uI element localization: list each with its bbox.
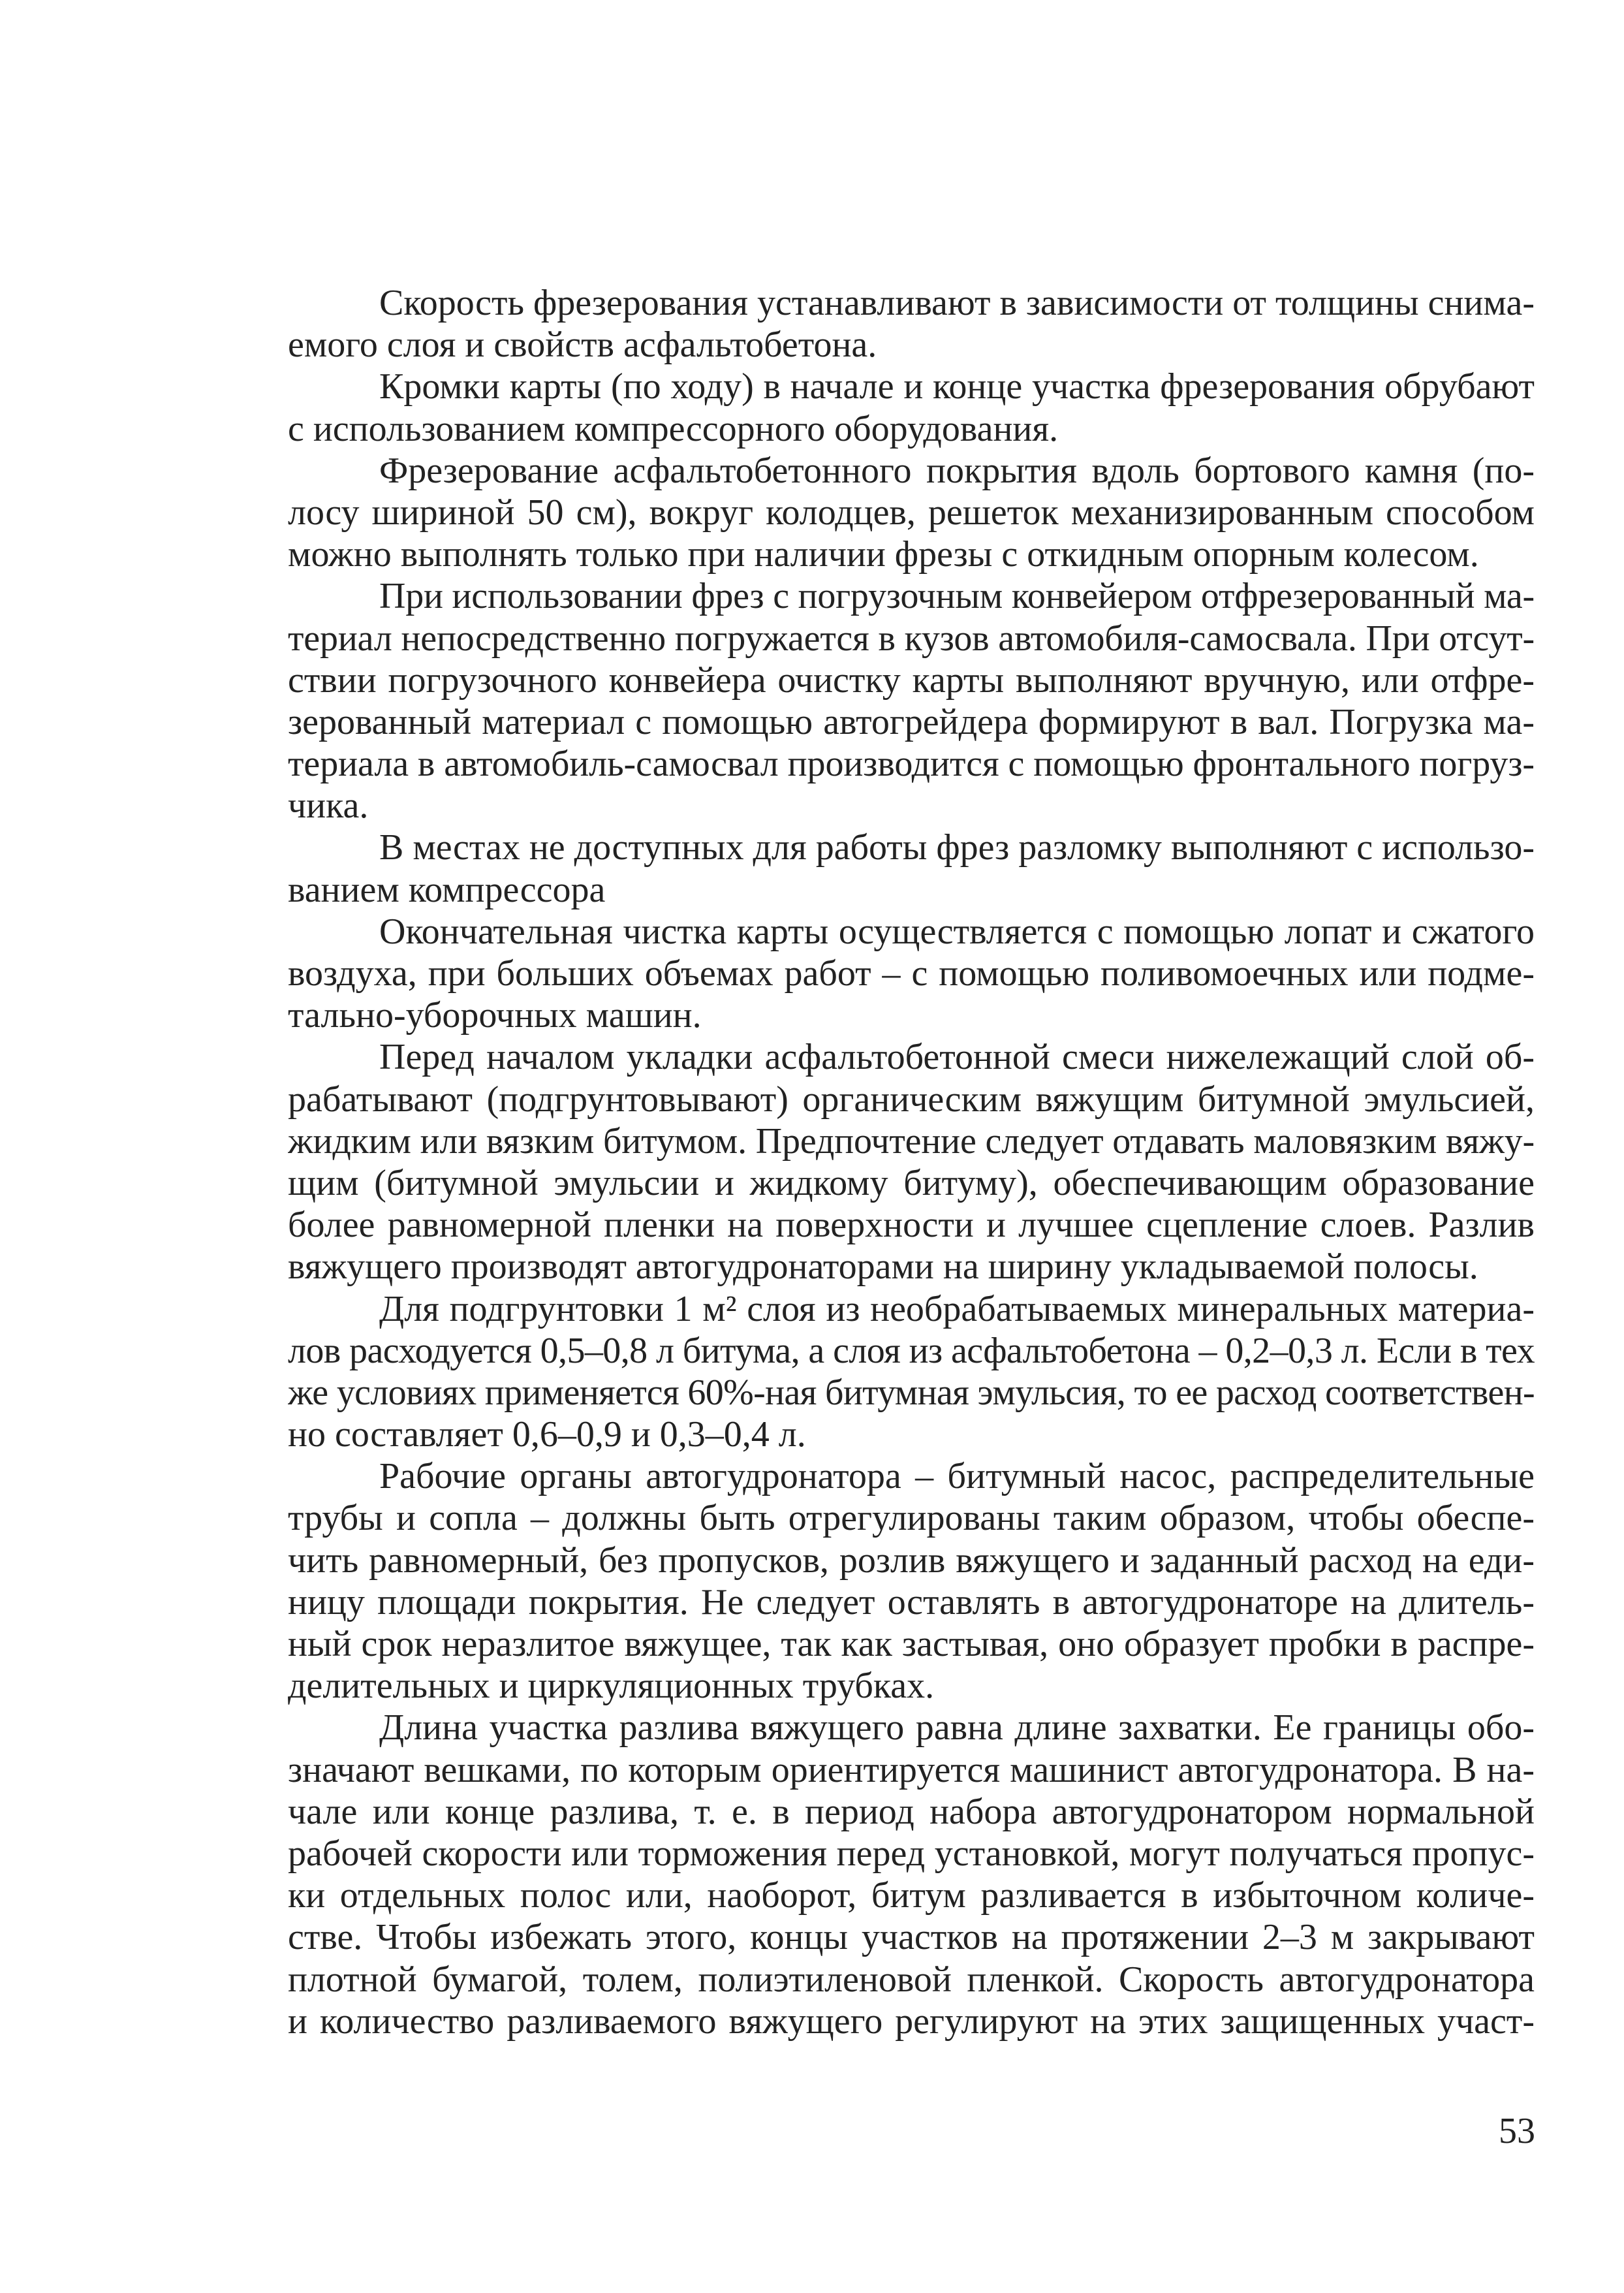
text-line: с использованием компрессорного оборудования. bbox=[288, 408, 1059, 449]
text-line: трубы и сопла – должны быть отрегулированы таким образом, чтобы обеспе- bbox=[288, 1498, 1535, 1539]
page-body bbox=[288, 282, 1535, 2042]
text-line: лов расходуется 0,5–0,8 л битума, а слоя из асфальтобетона – 0,2–0,3 л. Если в тех bbox=[288, 1330, 1535, 1371]
paragraph bbox=[288, 282, 1535, 366]
paragraph bbox=[288, 1455, 1535, 1707]
paragraph bbox=[288, 575, 1535, 827]
paragraph bbox=[288, 1707, 1535, 2042]
text-line: емого слоя и свойств асфальтобетона. bbox=[288, 324, 877, 366]
text-line: В местах не доступных для работы фрез разломку выполняют с использо- bbox=[379, 827, 1535, 868]
text-line: териала в автомобиль-самосвал производится с помощью фронтального погруз- bbox=[288, 744, 1535, 785]
paragraph bbox=[288, 366, 1535, 449]
text-line: При использовании фрез с погрузочным конвейером отфрезерованный ма- bbox=[379, 576, 1535, 617]
text-line: Перед началом укладки асфальтобетонной смеси нижележащий слой об- bbox=[379, 1037, 1535, 1078]
text-line: делительных и циркуляционных трубках. bbox=[288, 1666, 935, 1707]
text-line: Скорость фрезерования устанавливают в зависимости от толщины снима- bbox=[379, 283, 1535, 323]
text-line: ки отдельных полос или, наоборот, битум разливается в избыточном количе- bbox=[288, 1875, 1535, 1916]
text-line: Фрезерование асфальтобетонного покрытия вдоль бортового камня (по- bbox=[379, 450, 1535, 491]
paragraph bbox=[288, 911, 1535, 1037]
text-line: лосу шириной 50 см), вокруг колодцев, решеток механизированным способом bbox=[288, 492, 1535, 533]
text-line: щим (битумной эмульсии и жидкому битуму), обеспечивающим образование bbox=[288, 1162, 1535, 1203]
text-line: Длина участка разлива вяжущего равна длине захватки. Ее границы обо- bbox=[379, 1707, 1535, 1748]
text-line: вяжущего производят автогудронаторами на ширину укладываемой полосы. bbox=[288, 1246, 1478, 1288]
paragraph bbox=[288, 1288, 1535, 1456]
text-line: плотной бумагой, толем, полиэтиленовой пленкой. Скорость автогудронатора bbox=[288, 1959, 1535, 2000]
text-line: териал непосредственно погружается в кузов автомобиля-самосвала. При отсут- bbox=[288, 618, 1535, 659]
paragraph bbox=[288, 1036, 1535, 1288]
text-line: ванием компрессора bbox=[288, 869, 606, 910]
text-line: Рабочие органы автогудронатора – битумный насос, распределительные bbox=[379, 1456, 1535, 1497]
text-line: воздуха, при больших объемах работ – с помощью поливомоечных или подме- bbox=[288, 953, 1535, 994]
text-line: зерованный материал с помощью автогрейдера формируют в вал. Погрузка ма- bbox=[288, 701, 1535, 742]
text-line: чале или конце разлива, т. е. в период набора автогудронатором нормальной bbox=[288, 1791, 1535, 1832]
text-line: жидким или вязким битумом. Предпочтение следует отдавать маловязким вяжу- bbox=[288, 1120, 1535, 1162]
text-line: тально-уборочных машин. bbox=[288, 995, 702, 1036]
text-line: чить равномерный, без пропусков, розлив вяжущего и заданный расход на еди- bbox=[288, 1540, 1535, 1581]
text-line: рабатывают (подгрунтовывают) органическим вяжущим битумной эмульсией, bbox=[288, 1079, 1535, 1120]
text-line: же условиях применяется 60%-ная битумная эмульсия, то ее расход соответствен- bbox=[288, 1372, 1535, 1413]
paragraph bbox=[288, 450, 1535, 576]
text-line: чика. bbox=[288, 785, 369, 827]
text-line: рабочей скорости или торможения перед установкой, могут получаться пропус- bbox=[288, 1833, 1535, 1874]
text-line: ницу площади покрытия. Не следует оставлять в автогудронаторе на длитель- bbox=[288, 1581, 1535, 1622]
text-line: и количество разливаемого вяжущего регулируют на этих защищенных участ- bbox=[288, 2000, 1535, 2042]
text-line: Кромки карты (по ходу) в начале и конце участка фрезерования обрубают bbox=[379, 366, 1535, 407]
text-line: но составляет 0,6–0,9 и 0,3–0,4 л. bbox=[288, 1414, 806, 1455]
text-line: ствии погрузочного конвейера очистку карты выполняют вручную, или отфре- bbox=[288, 659, 1535, 701]
text-line: можно выполнять только при наличии фрезы с откидным опорным колесом. bbox=[288, 534, 1479, 575]
page-number: 53 bbox=[1499, 2111, 1535, 2151]
paragraph bbox=[288, 827, 1535, 910]
text-line: более равномерной пленки на поверхности и лучшее сцепление слоев. Разлив bbox=[288, 1205, 1535, 1246]
text-line: значают вешками, по которым ориентируется машинист автогудронатора. В на- bbox=[288, 1749, 1535, 1790]
text-line: Для подгрунтовки 1 м² слоя из необрабатываемых минеральных материа- bbox=[379, 1288, 1535, 1329]
text-line: ный срок неразлитое вяжущее, так как застывая, оно образует пробки в распре- bbox=[288, 1624, 1535, 1664]
text-line: стве. Чтобы избежать этого, концы участков на протяжении 2–3 м закрывают bbox=[288, 1917, 1535, 1958]
text-line: Окончательная чистка карты осуществляется с помощью лопат и сжатого bbox=[379, 911, 1535, 952]
